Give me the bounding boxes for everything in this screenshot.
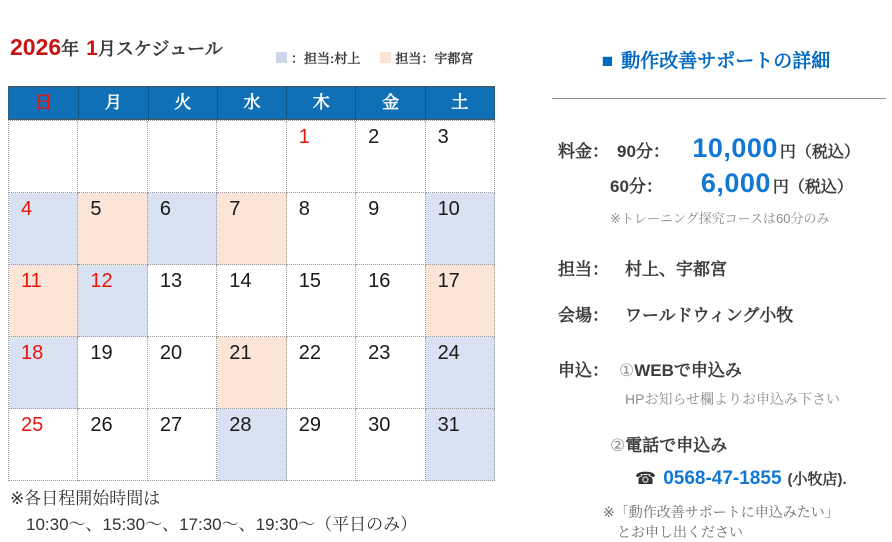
day-cell-29 bbox=[287, 409, 356, 481]
weekday-header-thu: 木 bbox=[286, 87, 355, 119]
day-number: 21 bbox=[229, 342, 252, 364]
day-number: 25 bbox=[21, 414, 44, 436]
day-cell-19 bbox=[78, 337, 147, 409]
weekday-header-wed: 水 bbox=[217, 87, 286, 119]
divider-line bbox=[552, 98, 886, 99]
calendar-title-year-suffix: 年 bbox=[61, 39, 80, 59]
day-cell-25 bbox=[9, 409, 78, 481]
day-cell-2 bbox=[356, 121, 425, 193]
day-number: 26 bbox=[90, 414, 113, 436]
day-cell-26 bbox=[78, 409, 147, 481]
day-cell-10 bbox=[426, 193, 495, 265]
day-cell-empty bbox=[217, 121, 286, 193]
schedule-note-line1: ※各日程開始時間は bbox=[10, 489, 161, 508]
day-number: 31 bbox=[437, 414, 460, 436]
day-number: 19 bbox=[90, 342, 113, 364]
day-number: 18 bbox=[21, 342, 44, 364]
schedule-note bbox=[10, 486, 417, 537]
legend-color-square-icon bbox=[380, 52, 391, 63]
day-number: 7 bbox=[229, 198, 241, 220]
day-cell-11 bbox=[9, 265, 78, 337]
day-number: 17 bbox=[437, 270, 460, 292]
apply-note-line2: とお申し出ください bbox=[617, 523, 743, 540]
apply-tel-row bbox=[610, 431, 892, 456]
day-cell-18 bbox=[9, 337, 78, 409]
day-cell-14 bbox=[217, 265, 286, 337]
calendar-title-month-suffix: 月スケジュール bbox=[97, 39, 223, 59]
details-title-text: 動作改善サポートの詳細 bbox=[621, 51, 831, 72]
day-cell-3 bbox=[426, 121, 495, 193]
calendar-legend bbox=[276, 48, 473, 67]
apply-tel-text: 電話で申込み bbox=[625, 436, 728, 455]
day-cell-22 bbox=[287, 337, 356, 409]
day-cell-21 bbox=[217, 337, 286, 409]
schedule-note-line2: 10:30～、15:30～、17:30～、19:30～（平日のみ） bbox=[26, 514, 418, 534]
day-cell-4 bbox=[9, 193, 78, 265]
day-cell-empty bbox=[9, 121, 78, 193]
calendar bbox=[8, 86, 495, 481]
calendar-grid bbox=[8, 120, 495, 481]
day-cell-empty bbox=[148, 121, 217, 193]
phone-branch: (小牧店). bbox=[787, 471, 847, 488]
calendar-weekday-header-row bbox=[8, 86, 495, 120]
day-number: 22 bbox=[298, 342, 321, 364]
legend-item-0 bbox=[276, 48, 360, 67]
venue-label: 会場： bbox=[558, 306, 609, 325]
day-cell-31 bbox=[426, 409, 495, 481]
price-duration: 90分： bbox=[617, 142, 670, 161]
day-cell-5 bbox=[78, 193, 147, 265]
day-number: 10 bbox=[437, 198, 460, 220]
circled-two-icon: ② bbox=[610, 436, 626, 455]
price-amount: 10,000 bbox=[692, 133, 778, 163]
day-cell-6 bbox=[148, 193, 217, 265]
day-number: 16 bbox=[368, 270, 391, 292]
day-number: 13 bbox=[159, 270, 183, 292]
price-unit: 円（税込） bbox=[772, 179, 853, 196]
apply-web-row bbox=[558, 356, 892, 381]
apply-note-line1: ※「動作改善サポートに申込みたい」 bbox=[603, 504, 839, 520]
weekday-header-sat: 土 bbox=[425, 87, 494, 119]
apply-web-text: WEBで申込み bbox=[634, 361, 742, 380]
weekday-header-fri: 金 bbox=[355, 87, 424, 119]
day-cell-13 bbox=[148, 265, 217, 337]
day-number: 29 bbox=[298, 414, 321, 436]
day-number: 3 bbox=[437, 126, 449, 148]
price-section bbox=[558, 133, 890, 227]
phone-row bbox=[635, 468, 892, 490]
day-number: 24 bbox=[437, 342, 460, 364]
day-number: 1 bbox=[298, 126, 310, 148]
telephone-icon: ☎ bbox=[635, 469, 657, 488]
day-cell-12 bbox=[78, 265, 147, 337]
circled-one-icon: ① bbox=[619, 361, 635, 380]
day-cell-27 bbox=[148, 409, 217, 481]
staff-row bbox=[558, 255, 727, 280]
day-number: 28 bbox=[229, 414, 252, 436]
legend-label: 担当：宇都宮 bbox=[395, 51, 474, 66]
day-cell-17 bbox=[426, 265, 495, 337]
price-note: ※トレーニング探究コースは60分のみ bbox=[610, 211, 830, 226]
phone-number[interactable]: 0568-47-1855 bbox=[663, 468, 782, 489]
day-number: 30 bbox=[368, 414, 391, 436]
day-number: 8 bbox=[298, 198, 310, 220]
day-number: 9 bbox=[368, 198, 380, 220]
weekday-header-mon: 月 bbox=[78, 87, 147, 119]
apply-section bbox=[558, 356, 892, 542]
day-number: 23 bbox=[368, 342, 391, 364]
weekday-header-sun: 日 bbox=[35, 93, 53, 112]
blue-square-icon: ■ bbox=[601, 51, 614, 72]
legend-item-1 bbox=[380, 48, 473, 67]
legend-label: ：担当:村上 bbox=[291, 51, 361, 66]
day-number: 15 bbox=[298, 270, 321, 292]
day-cell-1 bbox=[287, 121, 356, 193]
weekday-header-tue: 火 bbox=[148, 87, 217, 119]
price-row-90min bbox=[558, 133, 890, 164]
day-cell-30 bbox=[356, 409, 425, 481]
calendar-title-year: 2026 bbox=[10, 34, 62, 60]
day-cell-24 bbox=[426, 337, 495, 409]
price-label: 料金： bbox=[558, 142, 609, 161]
day-cell-16 bbox=[356, 265, 425, 337]
day-cell-empty bbox=[78, 121, 147, 193]
day-cell-23 bbox=[356, 337, 425, 409]
legend-color-square-icon bbox=[276, 52, 287, 63]
staff-label: 担当： bbox=[558, 260, 609, 279]
calendar-title bbox=[10, 34, 223, 61]
day-cell-7 bbox=[217, 193, 286, 265]
price-amount: 6,000 bbox=[700, 168, 771, 198]
venue-row bbox=[558, 301, 793, 326]
staff-value: 村上、宇都宮 bbox=[625, 260, 727, 279]
day-cell-20 bbox=[148, 337, 217, 409]
day-number: 14 bbox=[229, 270, 252, 292]
details-title bbox=[540, 46, 892, 73]
apply-note bbox=[603, 503, 892, 542]
day-number: 2 bbox=[368, 126, 380, 148]
calendar-title-month: 1 bbox=[86, 37, 98, 60]
day-cell-9 bbox=[356, 193, 425, 265]
day-number: 27 bbox=[159, 414, 183, 436]
price-duration: 60分： bbox=[610, 177, 663, 196]
day-number: 4 bbox=[21, 198, 33, 220]
price-unit: 円（税込） bbox=[779, 144, 860, 161]
apply-label: 申込： bbox=[558, 361, 609, 380]
day-number: 5 bbox=[90, 198, 102, 220]
apply-web-subtext: HPお知らせ欄よりお申込み下さい bbox=[625, 391, 841, 407]
price-row-60min bbox=[602, 168, 890, 199]
venue-value: ワールドウィング小牧 bbox=[625, 306, 794, 325]
day-cell-8 bbox=[287, 193, 356, 265]
details-panel bbox=[540, 0, 892, 540]
day-number: 11 bbox=[21, 270, 42, 292]
day-cell-15 bbox=[287, 265, 356, 337]
day-number: 6 bbox=[159, 198, 171, 220]
day-number: 20 bbox=[159, 342, 183, 364]
day-number: 12 bbox=[90, 270, 113, 292]
day-cell-28 bbox=[217, 409, 286, 481]
